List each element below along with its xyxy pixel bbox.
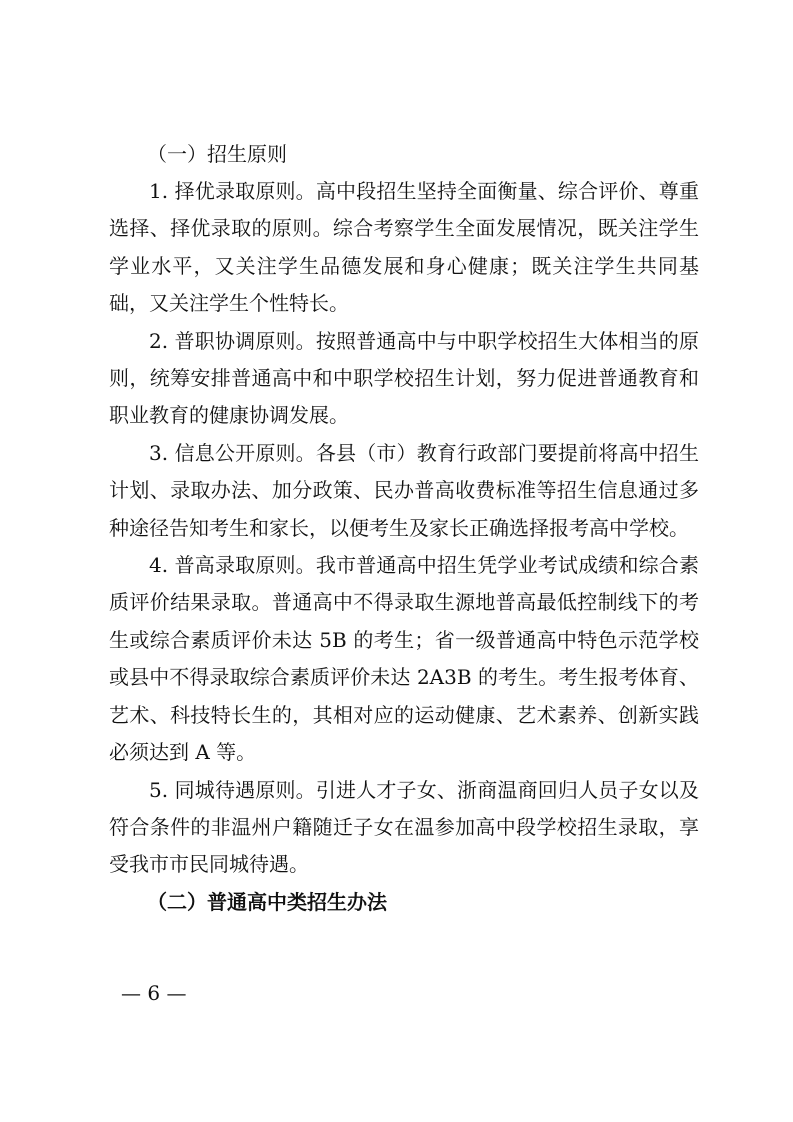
page-number: — 6 — — [121, 981, 187, 1005]
section-heading-general-high-school-methods: （二）普通高中类招生办法 — [147, 889, 387, 914]
section-heading-enrollment-principles: （一）招生原则 — [147, 142, 287, 166]
paragraph-information-disclosure: 3. 信息公开原则。各县（市）教育行政部门要提前将高中招生计划、录取办法、加分政策、民办普高收费标准等招生信息通过多种途径告知考生和家长，以便考生及家长正确选择报考高中学校。 — [109, 440, 699, 540]
page-content — [109, 136, 699, 921]
paragraph-equal-treatment: 5. 同城待遇原则。引进人才子女、浙商温商回归人员子女以及符合条件的非温州户籍随迁子女在温参加高中段学校招生录取，享受我市市民同城待遇。 — [109, 777, 699, 877]
paragraph-merit-admission: 1. 择优录取原则。高中段招生坚持全面衡量、综合评价、尊重选择、择优录取的原则。综合考察学生全面发展情况，既关注学生学业水平，又关注学生品德发展和身心健康；既关注学生共同基础，又关注学生个性特长。 — [109, 179, 699, 316]
paragraph-general-vocational-balance: 2. 普职协调原则。按照普通高中与中职学校招生大体相当的原则，统筹安排普通高中和中职学校招生计划，努力促进普通教育和职业教育的健康协调发展。 — [109, 328, 699, 428]
paragraph-high-school-admission: 4. 普高录取原则。我市普通高中招生凭学业考试成绩和综合素质评价结果录取。普通高中不得录取生源地普高最低控制线下的考生或综合素质评价未达 5B 的考生；省一级普通高中特色示范学校或县中不得录取综合素质评价未达 2A3B 的考生。考生报考体育、艺术、科技特长生的，其相对应的运动健康、艺术素养、创新实践必须达到 A 等。 — [109, 553, 699, 765]
